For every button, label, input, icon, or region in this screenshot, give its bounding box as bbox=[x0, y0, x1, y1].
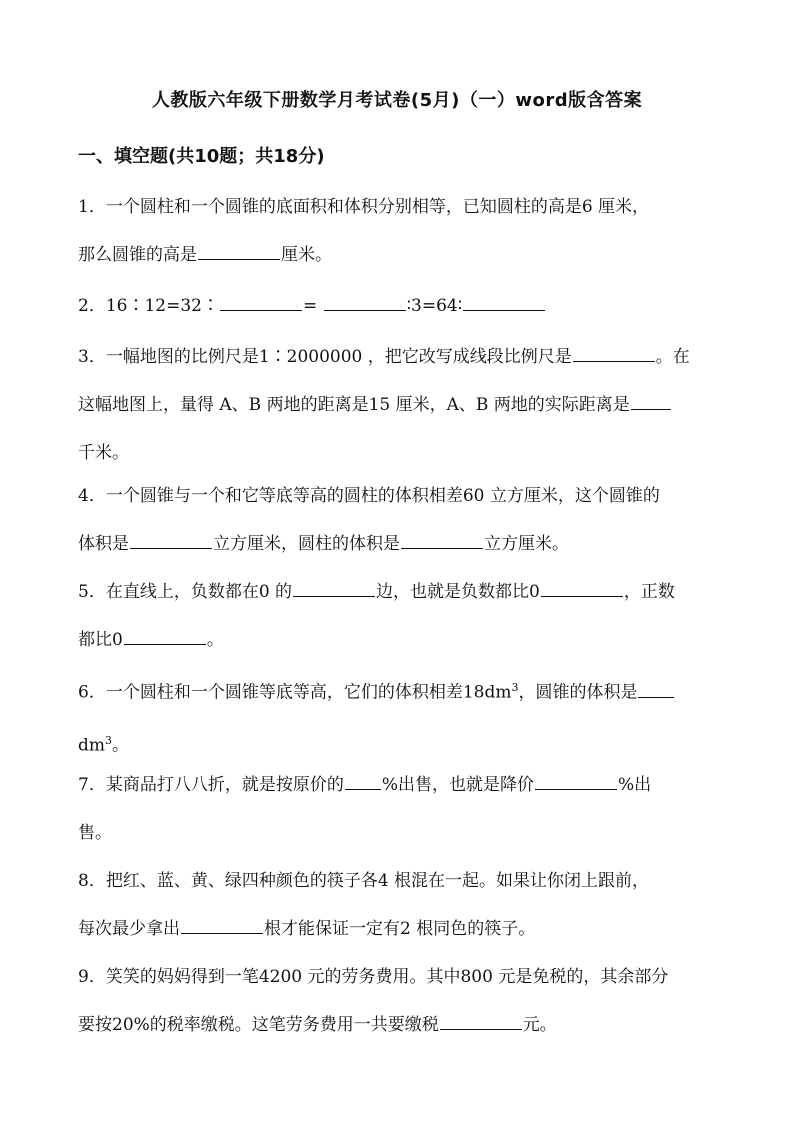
question-7-line-1: 7．某商品打八八折，就是按原价的 %出售，也就是降价 %出 bbox=[78, 761, 720, 809]
question-4 bbox=[78, 472, 720, 568]
answer-blank[interactable] bbox=[324, 292, 406, 311]
answer-blank[interactable] bbox=[198, 241, 280, 260]
question-6-line-2: $dm^3$。 bbox=[78, 733, 130, 756]
answer-blank[interactable] bbox=[631, 391, 671, 410]
question-3-line-3: 千米。 bbox=[78, 443, 129, 463]
answer-blank[interactable] bbox=[181, 915, 263, 934]
question-2-line-1: 2．16∶12=32∶ = ∶3=64∶ bbox=[78, 282, 720, 330]
question-4-line-2: 体积是 立方厘米，圆柱的体积是 立方厘米。 bbox=[78, 520, 720, 568]
question-6-line-1: 6．一个圆柱和一个圆锥等底等高，它们的体积相差$18dm^3$，圆锥的体积是 bbox=[78, 664, 720, 717]
question-3-line-2: 这幅地图上，量得 A、B 两地的距离是15 厘米，A、B 两地的实际距离是 bbox=[78, 381, 720, 429]
question-5-line-2: 都比0 。 bbox=[78, 616, 720, 664]
question-5 bbox=[78, 568, 720, 664]
answer-blank[interactable] bbox=[573, 343, 655, 362]
answer-blank[interactable] bbox=[220, 292, 302, 311]
answer-blank[interactable] bbox=[130, 530, 212, 549]
question-1-line-1: 1．一个圆柱和一个圆锥的底面积和体积分别相等，已知圆柱的高是6 厘米， bbox=[78, 197, 650, 217]
answer-blank[interactable] bbox=[124, 626, 206, 645]
answer-blank[interactable] bbox=[345, 771, 381, 790]
question-1 bbox=[78, 183, 720, 279]
question-8-line-1: 8．把红、蓝、黄、绿四种颜色的筷子各4 根混在一起。如果让你闭上跟前， bbox=[78, 871, 650, 891]
question-3-line-1: 3．一幅地图的比例尺是1∶2000000 ，把它改写成线段比例尺是 。在 bbox=[78, 333, 720, 381]
question-4-line-1: 4．一个圆锥与一个和它等底等高的圆柱的体积相差60 立方厘米，这个圆锥的 bbox=[78, 486, 660, 506]
answer-blank[interactable] bbox=[293, 578, 375, 597]
question-2 bbox=[78, 282, 720, 330]
question-8-line-2: 每次最少拿出 根才能保证一定有2 根同色的筷子。 bbox=[78, 905, 720, 953]
answer-blank[interactable] bbox=[638, 679, 674, 698]
question-1-line-2: 那么圆锥的高是 厘米。 bbox=[78, 231, 720, 279]
answer-blank[interactable] bbox=[401, 530, 483, 549]
answer-blank[interactable] bbox=[463, 292, 545, 311]
question-7-line-2: 售。 bbox=[78, 823, 112, 843]
answer-blank[interactable] bbox=[440, 1011, 522, 1030]
document-title: 人教版六年级下册数学月考试卷(5月)（一）word版含答案 bbox=[151, 90, 643, 111]
question-5-line-1: 5．在直线上，负数都在0 的 边，也就是负数都比0 ，正数 bbox=[78, 568, 720, 616]
question-7 bbox=[78, 761, 720, 857]
question-9-line-2: 要按20%的税率缴税。这笔劳务费用一共要缴税 元。 bbox=[78, 1001, 720, 1049]
question-6 bbox=[78, 664, 720, 769]
question-8 bbox=[78, 857, 720, 953]
question-9 bbox=[78, 953, 720, 1049]
question-3 bbox=[78, 333, 720, 477]
answer-blank[interactable] bbox=[541, 578, 623, 597]
answer-blank[interactable] bbox=[535, 771, 617, 790]
question-9-line-1: 9．笑笑的妈妈得到一笔4200 元的劳务费用。其中800 元是免税的，其余部分 bbox=[78, 967, 669, 987]
section-heading: 一、填空题(共10题；共18分) bbox=[78, 146, 325, 167]
